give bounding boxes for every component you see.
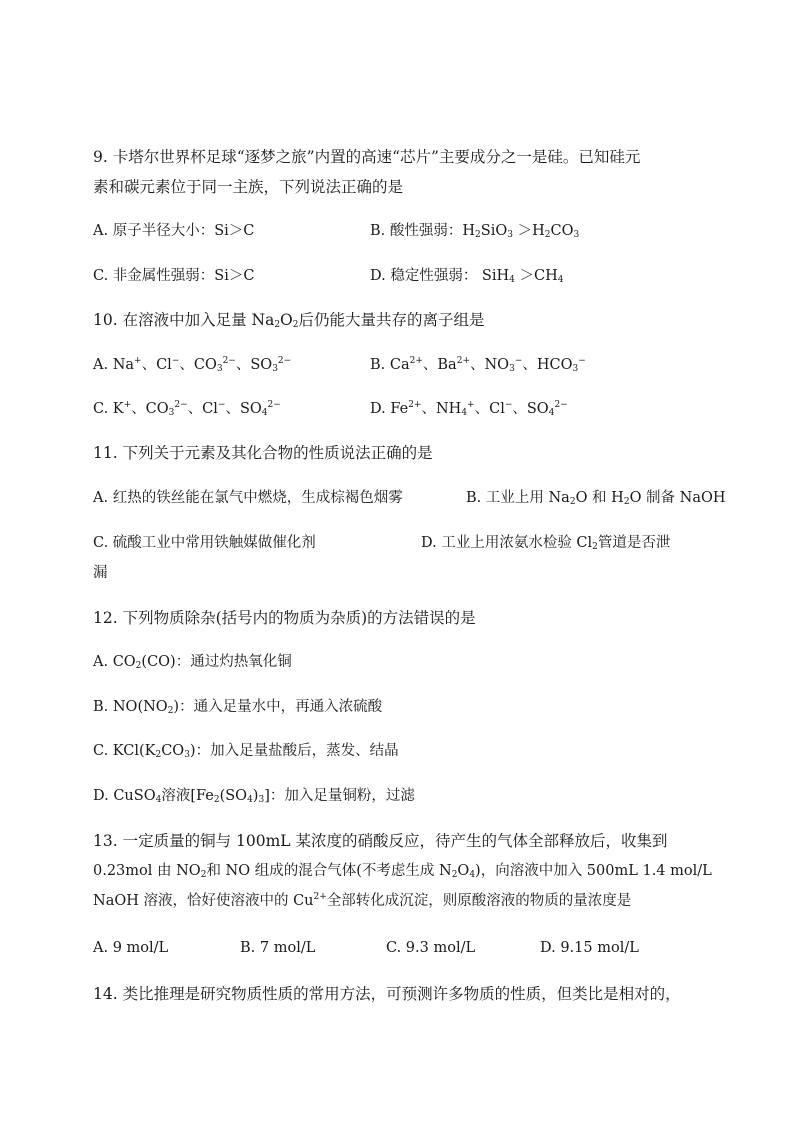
q14-stem-line1: 14. 类比推理是研究物质性质的常用方法，可预测许多物质的性质，但类比是相对的， [93, 985, 681, 1003]
q11-stem: 11. 下列关于元素及其化合物的性质说法正确的是 [93, 444, 433, 462]
q12-stem: 12. 下列物质除杂(括号内的物质为杂质)的方法错误的是 [93, 609, 476, 627]
q13-option-c: C. 9.3 mol/L [386, 940, 476, 956]
q13-stem-line2: 0.23mol 由 $NO_2$和 NO 组成的混合气体(不考虑生成 $N_2O_4$)，向溶液中加入 500mL 1.4 mol/L [93, 863, 712, 880]
q10-option-a: A. Na+、Cl−、$CO_3^{2-}$、$SO_3^{2-}$ [93, 356, 292, 374]
q13-option-a: A. 9 mol/L [93, 940, 169, 956]
q11-option-d-continued: 漏 [93, 565, 108, 581]
q10-option-b: B. $Ca^{2+}$、$Ba^{2+}$、$NO_3^-$、$HCO_3^-$ [370, 356, 586, 374]
q10-option-c: C. K+、$CO_3^{2-}$、Cl−、$SO_4^{2-}$ [93, 400, 281, 418]
q13-stem-line1: 13. 一定质量的铜与 100mL 某浓度的硝酸反应，待产生的气体全部释放后，收集到 [93, 832, 668, 850]
q9-stem-line2: 素和碳元素位于同一主族，下列说法正确的是 [93, 178, 404, 196]
q10-option-d: D. $Fe^{2+}$、$NH_4^+$、Cl−、$SO_4^{2-}$ [370, 400, 568, 418]
q9-option-b: B. 酸性强弱：$H_2SiO_3 >H_2CO_3$ [370, 223, 580, 240]
q13-option-d: D. 9.15 mol/L [540, 940, 639, 956]
q12-option-b: B. $NO(NO_2)$：通入足量水中，再通入浓硫酸 [93, 699, 383, 716]
q11-option-d: D. 工业上用浓氨水检验 $Cl_2$管道是否泄 [421, 535, 671, 552]
q11-option-c: C. 硫酸工业中常用铁触媒做催化剂 [93, 535, 316, 551]
q12-option-a: A. $CO_2(CO)$：通过灼热氧化铜 [93, 654, 292, 671]
q9-stem-line1: 9. 卡塔尔世界杯足球“逐梦之旅”内置的高速“芯片”主要成分之一是硅。已知硅元 [93, 148, 641, 166]
q13-option-b: B. 7 mol/L [240, 940, 316, 956]
q13-stem-line3: NaOH 溶液，恰好使溶液中的 $Cu^{2+}$全部转化成沉淀，则原酸溶液的物质的量浓度是 [93, 892, 632, 909]
q10-stem: 10. 在溶液中加入足量 $Na_2O_2$后仍能大量共存的离子组是 [93, 311, 485, 330]
q9-option-a: A. 原子半径大小：Si＞C [93, 223, 255, 239]
q12-option-d: D. CuSO$_4$溶液$[Fe_2(SO_4)_3]$：加入足量铜粉，过滤 [93, 788, 415, 805]
q11-option-a: A. 红热的铁丝能在氯气中燃烧，生成棕褐色烟雾 [93, 490, 403, 506]
q12-option-c: C. $KCl(K_2CO_3)$：加入足量盐酸后，蒸发、结晶 [93, 743, 399, 760]
q11-option-b: B. 工业上用 $Na_2O$ 和 $H_2O$ 制备 NaOH [466, 490, 726, 507]
q9-option-d: D. 稳定性强弱： $SiH_4 >CH_4$ [370, 268, 564, 285]
q9-option-c: C. 非金属性强弱：Si＞C [93, 268, 255, 284]
